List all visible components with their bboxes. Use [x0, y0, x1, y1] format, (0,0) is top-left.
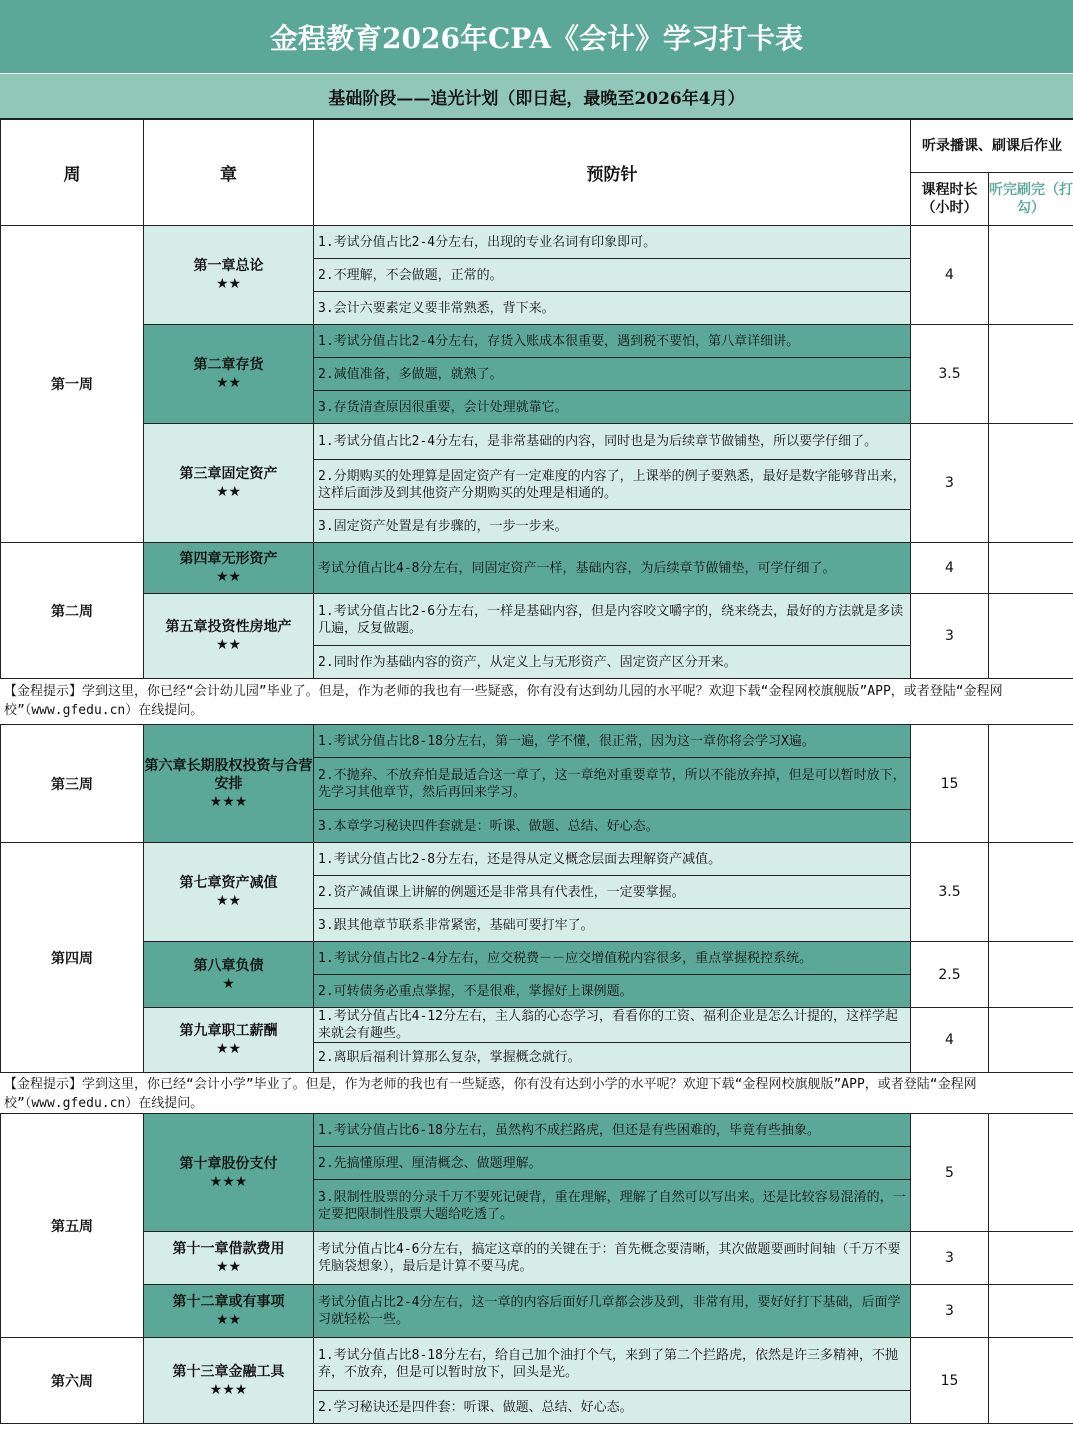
point-text: 3.限制性股票的分录千万不要死记硬背，重在理解，理解了自然可以写出来。还是比较容易混淆的，一定要把限制性股票大题给吃透了。 — [314, 1180, 911, 1232]
point-text: 2.离职后福利计算那么复杂，掌握概念就行。 — [314, 1043, 911, 1073]
point-text: 1.考试分值占比2-4分左右，出现的专业名词有印象即可。 — [314, 226, 911, 259]
chapter-name: 第一章总论 — [193, 258, 264, 274]
point-text: 1.考试分值占比8-18分左右，给自己加个油打个气，来到了第二个拦路虎，依然是许三多精神，不抛弃，不放弃，但是可以暂时放下，回头是光。 — [314, 1338, 911, 1391]
point-text: 考试分值占比2-4分左右，这一章的内容后面好几章都会涉及到，非常有用，要好好打下基础，后面学习就轻松一些。 — [314, 1285, 911, 1338]
chapter-name: 第六章长期股权投资与合营安排 — [144, 757, 313, 792]
check-cell[interactable] — [989, 226, 1073, 325]
point-text: 2.先搞懂原理、厘清概念、做题理解。 — [314, 1147, 911, 1180]
chapter-stars: ★★ — [215, 1041, 242, 1057]
chapter-cell — [144, 1008, 314, 1073]
header-chapter: 章 — [144, 120, 314, 226]
header-after-course: 听录播课、刷课后作业 — [911, 120, 1073, 173]
point-text: 3.会计六要素定义要非常熟悉，背下来。 — [314, 292, 911, 325]
tip-note: 【金程提示】学到这里，你已经“会计幼儿园”毕业了。但是，作为老师的我也有一些疑惑，你有没有达到幼儿园的水平呢？欢迎下载“金程网校旗舰版”APP，或者登陆“金程网校”（www.gfedu.cn）在线提问。 — [0, 680, 1073, 724]
chapter-cell — [144, 226, 314, 325]
header-vaccine: 预防针 — [314, 120, 911, 226]
page-subtitle: 基础阶段——追光计划（即日起，最晚至2026年4月） — [0, 74, 1073, 119]
chapter-name: 第十二章或有事项 — [172, 1294, 285, 1310]
duration-value: 3 — [911, 594, 989, 679]
tip-note: 【金程提示】学到这里，你已经“会计小学”毕业了。但是，作为老师的我也有一些疑惑，你有没有达到小学的水平呢？欢迎下载“金程网校旗舰版”APP，或者登陆“金程网校”（www.gfedu.cn）在线提问。 — [0, 1073, 1073, 1113]
check-cell[interactable] — [989, 1232, 1073, 1285]
check-cell[interactable] — [989, 325, 1073, 424]
check-cell[interactable] — [989, 594, 1073, 679]
chapter-cell — [144, 1232, 314, 1285]
check-cell[interactable] — [989, 1114, 1073, 1232]
page-title: 金程教育2026年CPA《会计》学习打卡表 — [0, 0, 1073, 74]
point-text: 2.学习秘诀还是四件套：听课、做题、总结、好心态。 — [314, 1391, 911, 1424]
point-text: 1.考试分值占比2-8分左右，还是得从定义概念层面去理解资产减值。 — [314, 843, 911, 876]
check-cell[interactable] — [989, 1285, 1073, 1338]
point-text: 1.考试分值占比2-4分左右，应交税费－－应交增值税内容很多，重点掌握税控系统。 — [314, 942, 911, 975]
table-header — [0, 119, 1073, 226]
duration-value: 4 — [911, 543, 989, 594]
point-text: 1.考试分值占比2-4分左右，是非常基础的内容，同时也是为后续章节做铺垫，所以要学仔细了。 — [314, 424, 911, 460]
chapter-cell — [144, 1285, 314, 1338]
duration-value: 3.5 — [911, 325, 989, 424]
chapter-cell — [144, 843, 314, 942]
point-text: 2.资产减值课上讲解的例题还是非常具有代表性，一定要掌握。 — [314, 876, 911, 909]
chapter-stars: ★★ — [215, 893, 242, 909]
chapter-cell — [144, 1338, 314, 1424]
point-text: 2.可转债务必重点掌握，不是很难，掌握好上课例题。 — [314, 975, 911, 1008]
chapter-stars: ★★ — [215, 276, 242, 292]
chapter-stars: ★★ — [215, 375, 242, 391]
duration-value: 4 — [911, 226, 989, 325]
chapter-name: 第八章负债 — [193, 957, 264, 974]
duration-value: 15 — [911, 1338, 989, 1424]
chapter-cell — [144, 424, 314, 543]
chapter-stars: ★★ — [215, 1259, 242, 1275]
duration-value: 3 — [911, 424, 989, 543]
chapter-stars: ★★ — [215, 569, 242, 585]
chapter-stars: ★★★ — [209, 1173, 248, 1190]
point-text: 3.固定资产处置是有步骤的，一步一步来。 — [314, 510, 911, 543]
check-cell[interactable] — [989, 424, 1073, 543]
point-text: 2.同时作为基础内容的资产，从定义上与无形资产、固定资产区分开来。 — [314, 646, 911, 679]
chapter-cell — [144, 725, 314, 843]
chapter-name: 第九章职工薪酬 — [179, 1023, 278, 1039]
chapter-cell — [144, 1114, 314, 1232]
point-text: 3.本章学习秘诀四件套就是：听课、做题、总结、好心态。 — [314, 810, 911, 843]
check-cell[interactable] — [989, 1338, 1073, 1424]
chapter-name: 第十章股份支付 — [179, 1155, 278, 1172]
point-text: 3.存货清查原因很重要，会计处理就靠它。 — [314, 391, 911, 424]
point-text: 2.减值准备，多做题，就熟了。 — [314, 358, 911, 391]
chapter-stars: ★★ — [215, 1312, 242, 1328]
table-section-3 — [0, 1113, 1073, 1424]
week-label: 第一周 — [1, 226, 144, 543]
chapter-name: 第十一章借款费用 — [172, 1241, 285, 1257]
duration-value: 3 — [911, 1232, 989, 1285]
chapter-name: 第十三章金融工具 — [172, 1363, 285, 1380]
chapter-cell — [144, 325, 314, 424]
chapter-stars: ★★★ — [209, 1381, 248, 1398]
chapter-name: 第三章固定资产 — [179, 466, 278, 482]
table-section-2 — [0, 724, 1073, 1073]
point-text: 1.考试分值占比2-4分左右，存货入账成本很重要，遇到税不要怕，第八章详细讲。 — [314, 325, 911, 358]
check-cell[interactable] — [989, 1008, 1073, 1073]
header-check: 听完刷完（打勾） — [989, 173, 1073, 226]
duration-value: 5 — [911, 1114, 989, 1232]
chapter-stars: ★★★ — [209, 793, 248, 810]
week-label: 第二周 — [1, 543, 144, 679]
point-text: 2.分期购买的处理算是固定资产有一定难度的内容了，上课举的例子要熟悉，最好是数字能够背出来，这样后面涉及到其他资产分期购买的处理是相通的。 — [314, 460, 911, 510]
point-text: 1.考试分值占比2-6分左右，一样是基础内容，但是内容咬文嚼字的，绕来绕去，最好的方法就是多读几遍，反复做题。 — [314, 594, 911, 646]
point-text: 2.不理解，不会做题，正常的。 — [314, 259, 911, 292]
check-cell[interactable] — [989, 725, 1073, 843]
chapter-name: 第七章资产减值 — [179, 875, 278, 891]
header-week: 周 — [1, 120, 144, 226]
duration-value: 3.5 — [911, 843, 989, 942]
header-duration: 课程时长（小时） — [911, 173, 989, 226]
point-text: 1.考试分值占比6-18分左右，虽然构不成拦路虎，但还是有些困难的，毕竟有些抽象。 — [314, 1114, 911, 1147]
chapter-name: 第二章存货 — [193, 357, 264, 373]
check-cell[interactable] — [989, 843, 1073, 942]
check-cell[interactable] — [989, 942, 1073, 1008]
chapter-stars: ★★ — [215, 637, 242, 653]
point-text: 2.不抛弃、不放弃怕是最适合这一章了，这一章绝对重要章节，所以不能放弃掉，但是可以暂时放下，先学习其他章节，然后再回来学习。 — [314, 758, 911, 810]
point-text: 3.跟其他章节联系非常紧密，基础可要打牢了。 — [314, 909, 911, 942]
check-cell[interactable] — [989, 543, 1073, 594]
chapter-stars: ★ — [222, 975, 235, 992]
chapter-stars: ★★ — [215, 484, 242, 500]
chapter-cell — [144, 543, 314, 594]
chapter-name: 第五章投资性房地产 — [165, 619, 292, 635]
duration-value: 4 — [911, 1008, 989, 1073]
duration-value: 3 — [911, 1285, 989, 1338]
chapter-name: 第四章无形资产 — [179, 551, 278, 567]
point-text: 1.考试分值占比4-12分左右，主人翁的心态学习，看看你的工资、福利企业是怎么计提的，这样学起来就会有趣些。 — [314, 1008, 911, 1043]
point-text: 考试分值占比4-8分左右，同固定资产一样，基础内容，为后续章节做铺垫，可学仔细了。 — [314, 543, 911, 594]
week-label: 第四周 — [1, 843, 144, 1073]
table-section-1 — [0, 225, 1073, 679]
duration-value: 15 — [911, 725, 989, 843]
week-label: 第六周 — [1, 1338, 144, 1424]
chapter-cell — [144, 942, 314, 1008]
point-text: 考试分值占比4-6分左右，搞定这章的的关键在于：首先概念要清晰，其次做题要画时间轴（千万不要凭脑袋想象），最后是计算不要马虎。 — [314, 1232, 911, 1285]
duration-value: 2.5 — [911, 942, 989, 1008]
week-label: 第三周 — [1, 725, 144, 843]
chapter-cell — [144, 594, 314, 679]
week-label: 第五周 — [1, 1114, 144, 1338]
point-text: 1.考试分值占比8-18分左右，第一遍，学不懂，很正常，因为这一章你将会学习X遍。 — [314, 725, 911, 758]
